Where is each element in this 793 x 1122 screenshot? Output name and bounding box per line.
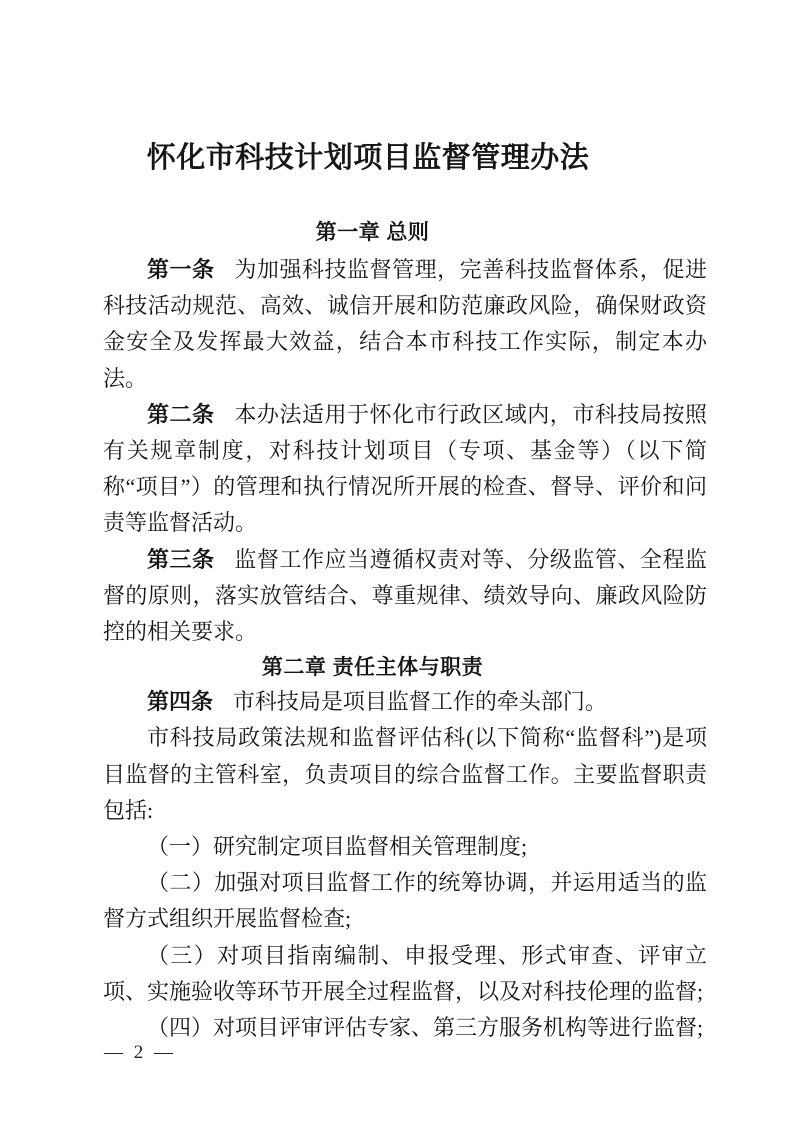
article-text-3: 监督工作应当遵循权责对等、分级监管、全程监督的原则，落实放管结合、尊重规律、绩效导向、廉政风险防控的相关要求。 bbox=[103, 546, 707, 645]
article-text-2: 本办法适用于怀化市行政区域内，市科技局按照有关规章制度，对科技计划项目（专项、基金等）（以下简称“项目”）的管理和执行情况所开展的检查、督导、评价和问责等监督活动。 bbox=[103, 401, 707, 536]
list-item-4: （四）对项目评审评估专家、第三方服务机构等进行监督; bbox=[147, 1015, 704, 1041]
article-label-3: 第三条 bbox=[147, 546, 215, 572]
list-item-1: （一）研究制定项目监督相关管理制度; bbox=[147, 834, 528, 860]
article-text-4: 市科技局是项目监督工作的牵头部门。 bbox=[232, 689, 607, 715]
article-paragraph-4 bbox=[103, 684, 707, 720]
body-paragraph-duty-intro: 市科技局政策法规和监督评估科(以下简称“监督科”)是项目监督的主管科室，负责项目的综合监督工作。主要监督职责包括: bbox=[103, 725, 707, 823]
chapter-heading-1: 第一章 总则 bbox=[315, 221, 430, 244]
list-item-3: （三）对项目指南编制、申报受理、形式审查、评审立项、实施验收等环节开展全过程监督，以及对科技伦理的监督; bbox=[103, 942, 707, 1004]
article-text-1: 为加强科技监督管理，完善科技监督体系，促进科技活动规范、高效、诚信开展和防范廉政风险，确保财政资金安全及发挥最大效益，结合本市科技工作实际，制定本办法。 bbox=[103, 257, 707, 391]
chapter-heading-2: 第二章 责任主体与职责 bbox=[261, 656, 484, 680]
article-label-1: 第一条 bbox=[147, 257, 215, 282]
document-content bbox=[103, 0, 707, 1046]
article-paragraph-2 bbox=[103, 397, 707, 542]
document-title: 怀化市科技计划项目监督管理办法 bbox=[146, 142, 590, 174]
article-label-4: 第四条 bbox=[147, 689, 214, 715]
list-item-2: （二）加强对项目监督工作的统筹协调，并运用适当的监督方式组织开展监督检查; bbox=[103, 870, 707, 932]
article-paragraph-3 bbox=[103, 542, 707, 651]
article-label-2: 第二条 bbox=[147, 401, 215, 427]
article-paragraph-1 bbox=[103, 252, 707, 397]
page-number: — 2 — bbox=[104, 1042, 176, 1063]
